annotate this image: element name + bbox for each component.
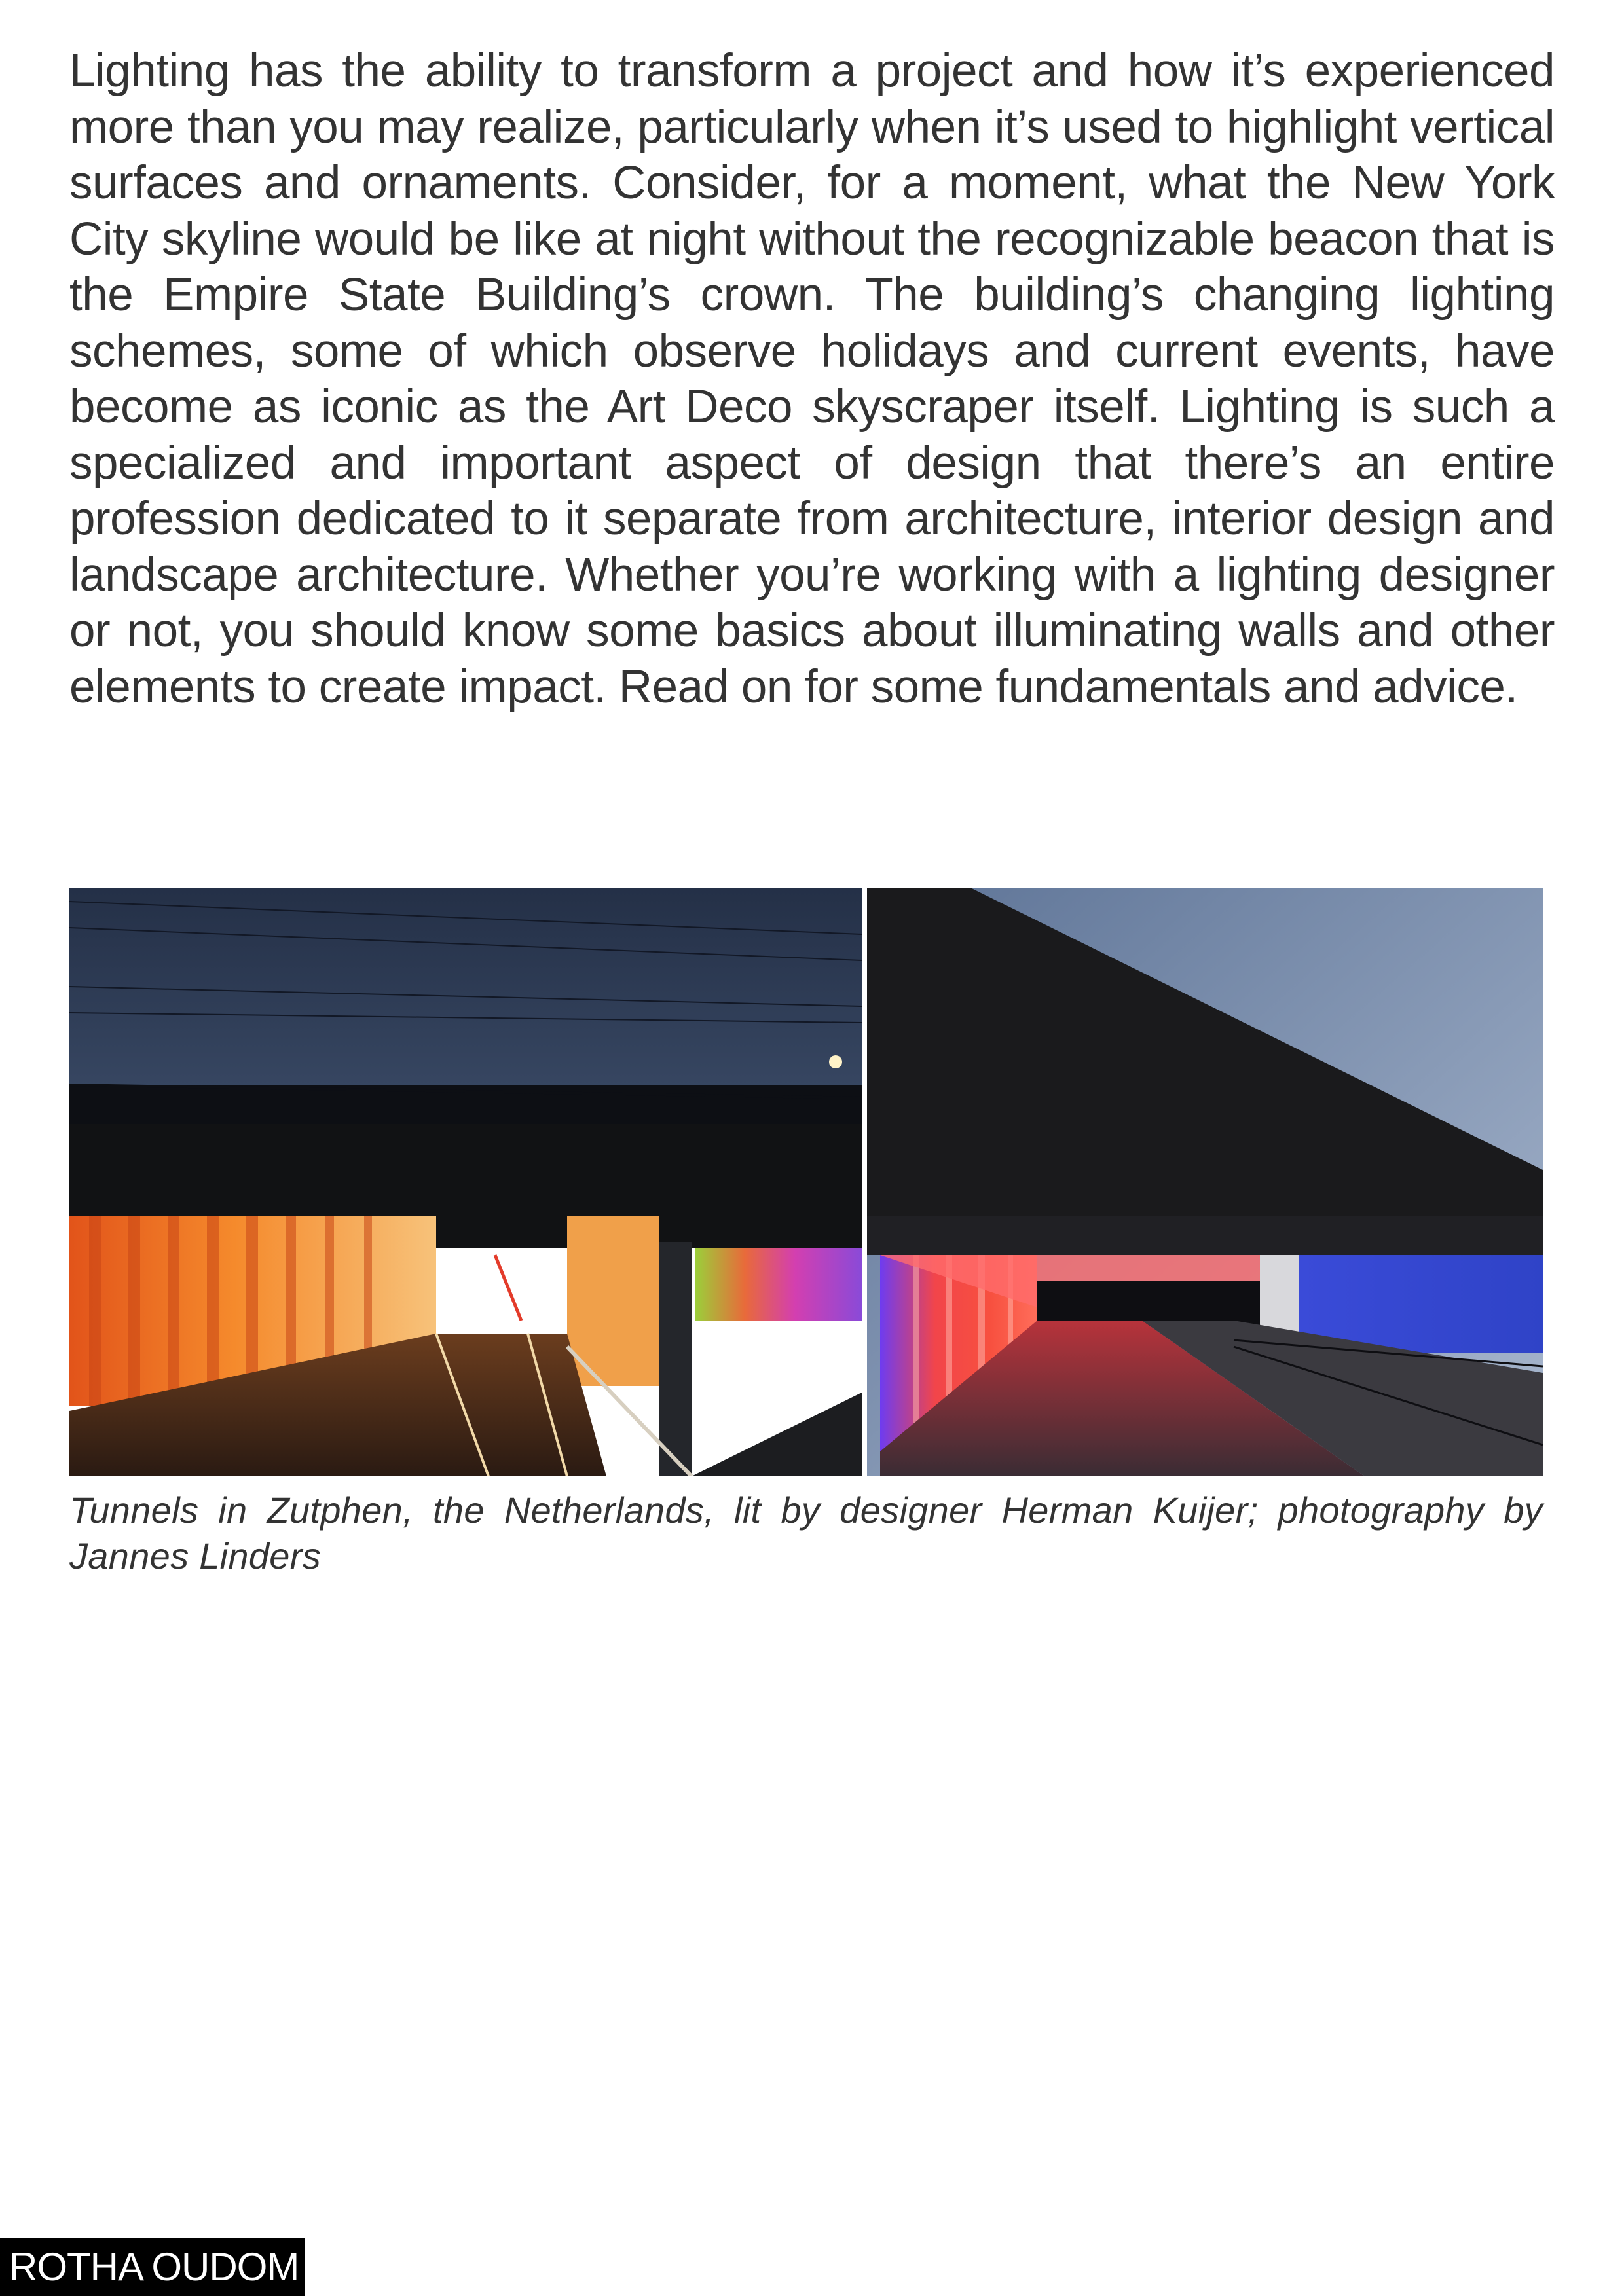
figure-caption: Tunnels in Zutphen, the Netherlands, lit by designer Herman Kuijer; photography by Jannes Linders	[69, 1489, 1543, 1576]
tunnel-photo-road-image	[69, 888, 862, 1476]
tunnel-figure	[69, 888, 1543, 1476]
tunnel-photo-bikepath-image	[867, 888, 1543, 1476]
intro-paragraph: Lighting has the ability to transform a project and how it’s experienced more than you may realize, particularly when it’s used to highlight vertical surfaces and ornaments. Consider, for a moment, what the New York City skyline would be like at night without the recognizable beacon that is the Empire State Building’s crown. The building’s changing lighting schemes, some of which observe holidays and current events, have become as iconic as the Art Deco skyscraper itself. Lighting is such a specialized and important aspect of design that there’s an entire profession dedicated to it separate from architecture, interior design and landscape architecture. Whether you’re working with a lighting designer or not, you should know some basics about illuminating walls and other elements to create impact. Read on for some fundamentals and advice.	[69, 45, 1555, 713]
tunnel-photo-road	[69, 888, 862, 1476]
author-footer-label: ROTHA OUDOM	[0, 2238, 304, 2296]
tunnel-photo-bikepath	[867, 888, 1543, 1476]
